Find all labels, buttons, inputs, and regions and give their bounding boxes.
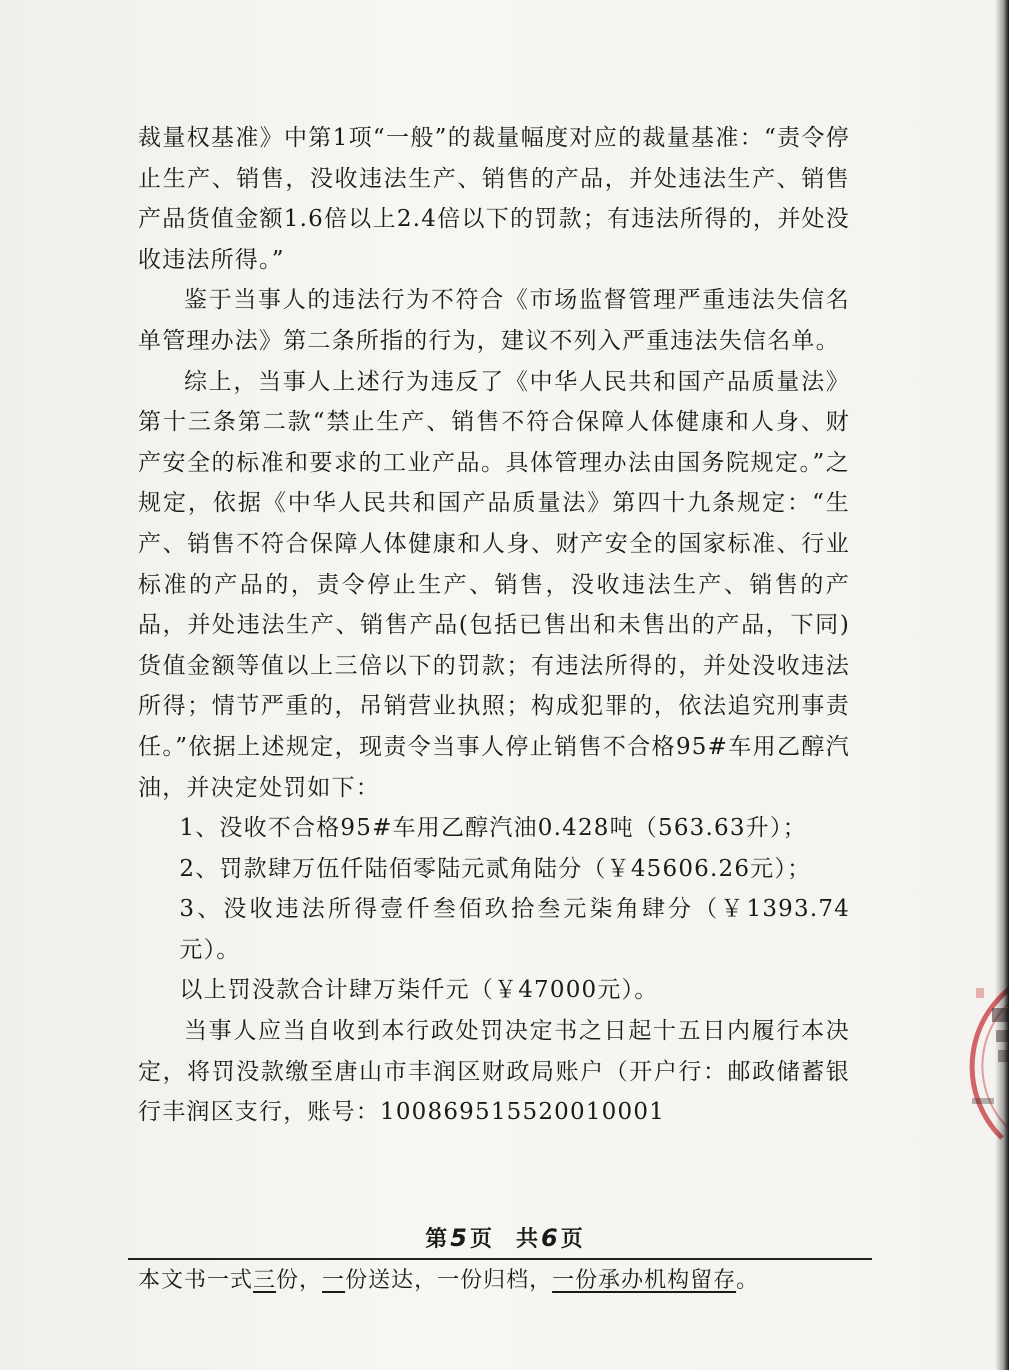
penalty-item-3: 3、没收违法所得壹仟叁佰玖拾叁元柒角肆分（￥1393.74元）。 bbox=[179, 896, 850, 963]
page-number-prefix: 第 bbox=[425, 1226, 449, 1252]
document-body bbox=[138, 118, 850, 1133]
footer-part2: 份， bbox=[276, 1268, 323, 1293]
footer-part1: 本文书一式 bbox=[138, 1268, 254, 1293]
paragraph-blacklist-note: 鉴于当事人的违法行为不符合《市场监督管理严重违法失信名单管理办法》第二条所指的行为，建议不列入严重违法失信名单。 bbox=[138, 287, 850, 354]
paragraph-legal-basis: 综上，当事人上述行为违反了《中华人民共和国产品质量法》第十三条第二款“禁止生产、销售不符合保障人体健康和人身、财产安全的标准和要求的工业产品。具体管理办法由国务院规定。”之规定，依据《中华人民共和国产品质量法》第四十九条规定：“生产、销售不符合保障人体健康和人身、财产安全的国家标准、行业标准的产品的，责令停止生产、销售，没收违法生产、销售的产品，并处违法生产、销售产品(包括已售出和未售出的产品，下同)货值金额等值以上三倍以下的罚款；有违法所得的，并处没收违法所得；情节严重的，吊销营业执照；构成犯罪的，依法追究刑事责任。”依据上述规定，现责令当事人停止销售不合格95#车用乙醇汽油，并决定处罚如下： bbox=[138, 368, 850, 801]
scan-edge-shadow bbox=[995, 0, 1009, 1370]
footer-divider bbox=[128, 1258, 872, 1260]
footer-part3: 份送达，一份归档， bbox=[345, 1268, 553, 1293]
footer-end: 。 bbox=[736, 1268, 760, 1293]
page-number bbox=[0, 1222, 1009, 1253]
paragraph-discretion-standard: 裁量权基准》中第1项“一般”的裁量幅度对应的裁量基准：“责令停止生产、销售，没收违法生产、销售的产品，并处违法生产、销售产品货值金额1.6倍以上2.4倍以下的罚款；有违法所得的，并处没收违法所得。” bbox=[138, 125, 850, 273]
penalty-item-1: 1、没收不合格95#车用乙醇汽油0.428吨（563.63升）； bbox=[179, 815, 807, 842]
penalty-item-2: 2、罚款肆万伍仟陆佰零陆元贰角陆分（￥45606.26元）； bbox=[179, 855, 812, 882]
footer-archive: 一份承办机构留存 bbox=[552, 1268, 737, 1293]
footer-note bbox=[138, 1263, 759, 1294]
page-number-middle: 页 共 bbox=[469, 1226, 539, 1252]
footer-copies: 三 bbox=[253, 1268, 277, 1293]
paragraph-payment-instructions: 当事人应当自收到本行政处罚决定书之日起十五日内履行本决定，将罚没款缴至唐山市丰润区财政局账户（开户行：邮政储蓄银行丰润区支行，账号：100869515520010001 bbox=[138, 1018, 850, 1126]
page-number-total: 6 bbox=[541, 1224, 559, 1252]
penalty-total: 以上罚没款合计肆万柒仟元（￥47000元）。 bbox=[179, 977, 659, 1004]
page-number-suffix: 页 bbox=[560, 1226, 584, 1252]
footer-one-a: 一 bbox=[322, 1268, 346, 1293]
page-number-current: 5 bbox=[450, 1224, 468, 1252]
